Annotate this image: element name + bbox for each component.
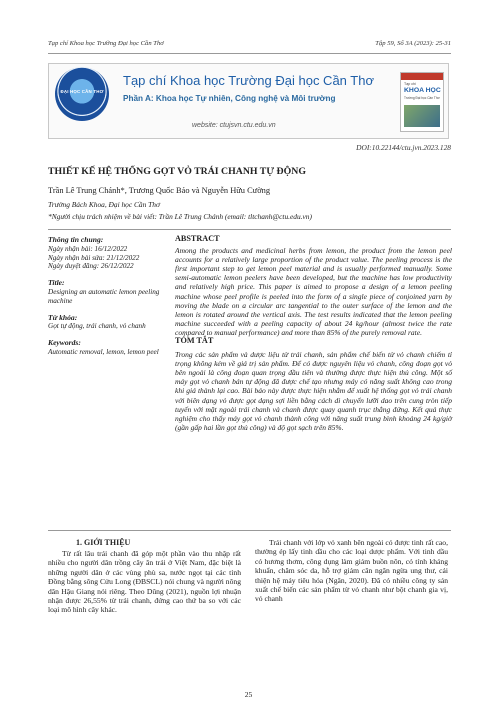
article-title: THIẾT KẾ HỆ THỐNG GỌT VỎ TRÁI CHANH TỰ ĐỘNG	[48, 166, 306, 177]
date-accepted: Ngày duyệt đăng: 26/12/2022	[48, 262, 134, 271]
intro-column-1	[48, 549, 241, 615]
abstract-rule	[48, 530, 451, 531]
running-header-journal: Tạp chí Khoa học Trường Đại học Cần Thơ	[48, 40, 164, 47]
banner-journal-title: Tạp chí Khoa học Trường Đại học Cần Thơ	[123, 73, 374, 88]
running-header-volume: Tập 59, Số 3A (2023): 25-31	[375, 40, 451, 47]
intro-heading: 1. GIỚI THIỆU	[76, 538, 131, 547]
article-authors: Trần Lê Trung Chánh*, Trương Quốc Bảo và Nguyễn Hữu Cường	[48, 186, 271, 195]
page-number: 25	[244, 690, 253, 699]
abstract-heading: ABSTRACT	[175, 234, 220, 243]
intro-paragraph-1: Từ rất lâu trái chanh đã góp một phần vào thu nhập rất nhiều cho người dân trồng cây ăn trái ở Việt Nam, đặc biệt là những người dân ở các vùng phù sa, nước ngọt tại các tỉnh Đồng bằng sông Cửu Long (ĐBSCL) nói chung và người nông dân Hậu Giang nói riêng. Theo Dũng (2021), nguồn lợi nhuận nhận được 26,55% từ trái chanh, đứng cao thứ ba so với các loại mô hình cây khác.	[48, 549, 241, 615]
doi: DOI:10.22144/ctu.jvn.2023.128	[356, 143, 451, 152]
title-en: Designing an automatic lemon peeling machine	[48, 287, 160, 305]
corresponding-author: *Người chịu trách nhiệm về bài viết: Trần Lê Trung Chánh (email: tltchanh@ctu.edu.vn)	[48, 212, 312, 221]
date-received: Ngày nhận bài: 16/12/2022	[48, 244, 128, 253]
journal-cover-thumbnail	[400, 72, 444, 132]
cover-line2: KHOA HỌC	[404, 87, 441, 94]
article-info-sidebar	[48, 236, 168, 357]
banner-section: Phần A: Khoa học Tự nhiên, Công nghệ và Môi trường	[123, 94, 336, 103]
tomtat-heading: TÓM TẮT	[175, 336, 214, 345]
keywords-en: Automatic removal, lemon, lemon peel	[48, 347, 159, 356]
date-revised: Ngày nhận bài sửa: 21/12/2022	[48, 253, 140, 262]
university-logo-icon	[55, 67, 109, 121]
info-heading: Thông tin chung:	[48, 235, 104, 244]
title-en-heading: Title:	[48, 278, 65, 288]
cover-line1: Tạp chí	[404, 82, 416, 86]
title-rule	[48, 229, 451, 230]
keywords-en-heading: Keywords:	[48, 338, 81, 348]
abstract-text: Among the products and medicinal herbs from lemon, the product from the lemon peel accounts for a relatively large proportion of the product value. The peeling process is the first important step to get lemon peel material and is usually performed manually. Some semi-automatic lemon peelers have been developed, but the machine has low productivity and relatively high price. This paper is aimed to propose a design of a lemon peeling machine whose peel profile is peeled into the form of a single piece of conjoined yarn by moving the blade on a circular arc tangential to the outer surface of the lemon and the lemon is rotated around the vertical axis. The test results indicated that the lemon peeling machine succeeded with a peeling capacity of about 24 kg/hour (almost twice the rate compared to manual performance) and more than 85% of the purely removal rate.	[175, 246, 452, 337]
tomtat-section	[175, 336, 452, 432]
keywords-vi: Gọt tự động, trái chanh, vỏ chanh	[48, 322, 146, 331]
banner-website: website: ctujsvn.ctu.edu.vn	[192, 122, 276, 129]
keywords-vi-heading: Từ khóa:	[48, 312, 78, 322]
tomtat-text: Trong các sản phẩm và dược liệu từ trái chanh, sản phẩm chế biến từ vỏ chanh chiếm tỉ trọng không kém về giá trị sản phẩm. Để có được nguyên liệu vỏ chanh, công đoạn gọt vỏ bên ngoài là công đoạn quan trọng đầu tiên và thường được thực hiện thủ công. Một số máy gọt vỏ chanh bán tự động đã được chế tạo nhưng máy có năng suất không cao trong khi giá thành lại cao. Bài báo này được thực hiện nhằm để xuất hệ thống gọt vỏ trái chanh với biên dạng vỏ được gọt dạng sợi liền bằng cách di chuyển lưỡi dao trên cung tròn tiếp tuyến với mặt ngoài trái chanh và chanh được quay quanh trục thẳng đứng. Kết quả thực nghiệm cho thấy máy gọt vỏ chanh thành công với năng suất trung bình khoảng 24 kg/giờ (gần gấp hai lần gọt thủ công) và độ gọt sạch trên 85%.	[175, 350, 452, 432]
article-affiliation: Trường Bách Khoa, Đại học Cần Thơ	[48, 200, 160, 209]
logo-text: ĐẠI HỌC CẦN THƠ	[60, 89, 104, 94]
intro-column-2	[255, 538, 448, 604]
cover-line3: Trường Đại học Cần Thơ	[404, 96, 440, 100]
cover-image	[404, 105, 440, 127]
abstract-section	[175, 234, 452, 337]
header-rule	[48, 53, 451, 54]
intro-paragraph-2: Trái chanh với lớp vỏ xanh bên ngoài có được tinh rất cao, thường ép lấy tinh dầu cho các loại dược phẩm. Với tinh dầu có hương thơm, công dụng làm giảm buồn nôn, có tính kháng khuẩn, chăm sóc da, hỗ trợ giảm cân ngăn ngừa ung thư, cải thiện hệ máy tiêu hóa (Ngân, 2020). Đã có nhiều công ty sản xuất chế biến các sản phẩm từ vỏ chanh như bột chanh gia vị, vỏ chanh	[255, 538, 448, 604]
cover-band	[401, 73, 443, 80]
